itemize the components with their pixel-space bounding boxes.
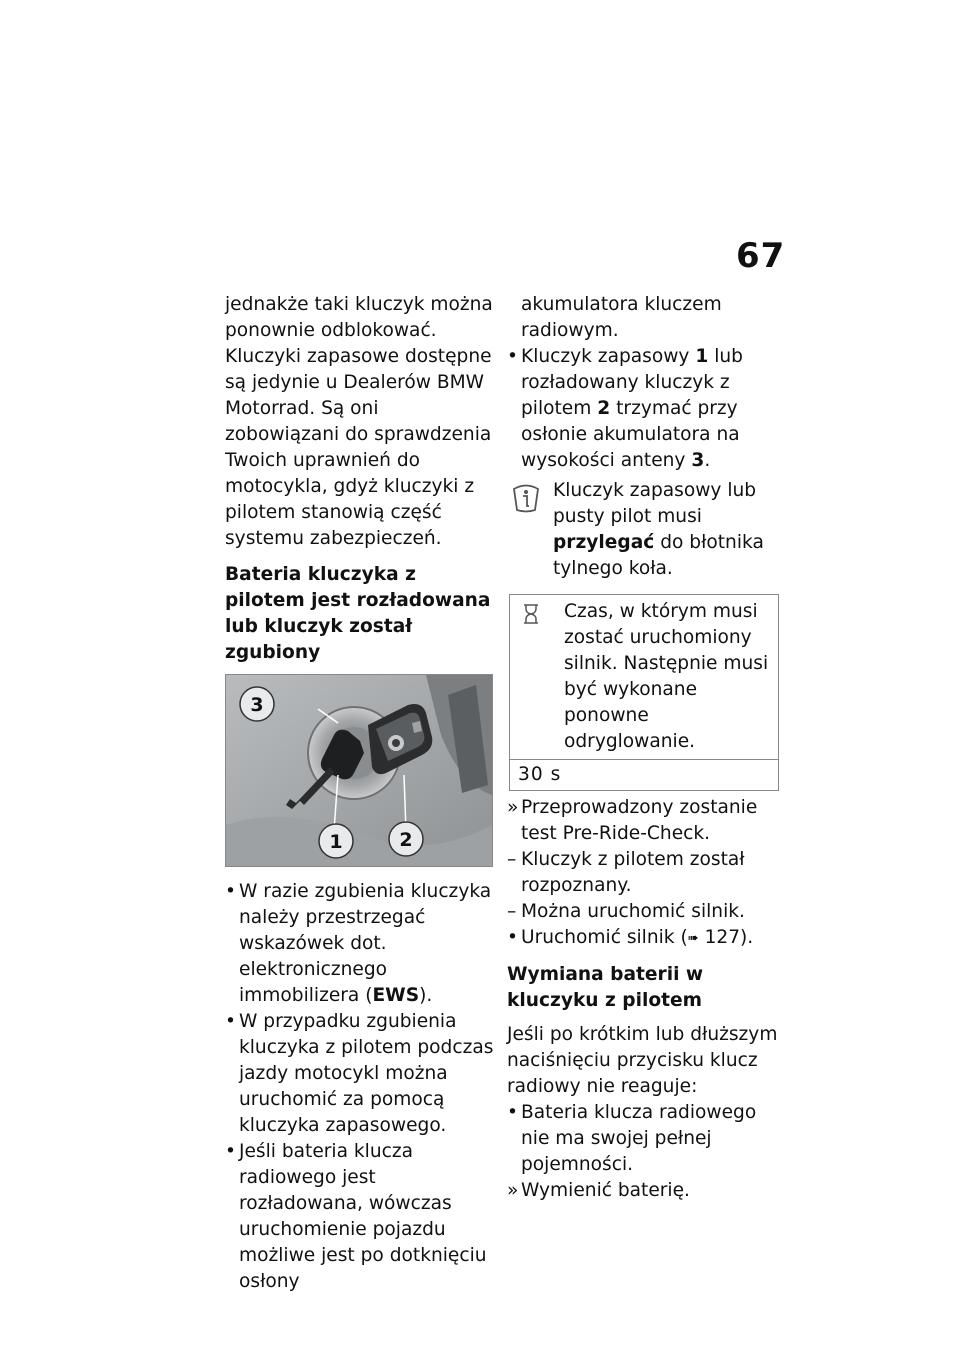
left-column xyxy=(225,292,495,1295)
svg-text:3: 3 xyxy=(250,694,264,716)
page-reference-link[interactable]: 127). xyxy=(698,927,754,948)
result-marker: » xyxy=(507,1180,519,1201)
battery-paragraph: Jeśli po krótkim lub dłuższym naciśnięciu przycisku klucz radiowy nie reaguje: xyxy=(507,1024,778,1097)
lost-key-list xyxy=(225,879,495,1295)
battery-list xyxy=(507,1100,783,1204)
result-marker: » xyxy=(507,797,519,818)
intro-paragraph-2: Kluczyki zapasowe dostępne są jedynie u Dealerów BMW Motorrad. Są oni zobowiązani do sprawdzenia Twoich uprawnień do motocykla, gdyż kluczyki z pilotem stanowią część systemu zabezpieczeń. xyxy=(225,346,492,549)
bullet-marker: • xyxy=(507,346,518,367)
key-illustration xyxy=(225,674,493,867)
right-column xyxy=(507,292,783,1204)
svg-text:1: 1 xyxy=(329,831,343,853)
dash-marker: – xyxy=(507,901,517,922)
note-emphasis: przylegać xyxy=(553,532,655,553)
bullet-marker: • xyxy=(507,1102,518,1123)
section-heading-battery: Wymiana baterii w kluczyku z pilotem xyxy=(507,964,704,1011)
page-number: 67 xyxy=(736,236,786,276)
svg-text:2: 2 xyxy=(399,829,413,851)
list-item: • W przypadku zgubienia kluczyka z pilotem podczas jazdy motocykl można uruchomić za pomocą kluczyka zapasowego. xyxy=(225,1011,494,1136)
callout-1 xyxy=(319,824,353,858)
list-item: • W razie zgubienia kluczyka należy przestrzegać wskazówek dot. elektronicznego immobilizera (EWS). xyxy=(225,881,492,1006)
list-item: » Wymienić baterię. xyxy=(507,1178,783,1204)
time-limit-box xyxy=(509,594,779,791)
time-limit-text: Czas, w którym musi zostać uruchomiony silnik. Następnie musi być wykonane ponowne odryglowanie. xyxy=(564,601,769,752)
bullet-marker: • xyxy=(225,881,236,902)
ews-reference: EWS xyxy=(372,985,420,1006)
page-reference-arrow-icon: ➠ xyxy=(687,931,699,946)
info-icon xyxy=(509,480,543,514)
intro-paragraph-1: jednakże taki kluczyk można ponownie odblokować. xyxy=(225,294,493,341)
dash-marker: – xyxy=(507,849,517,870)
bullet-marker: • xyxy=(225,1141,236,1162)
list-item: » Przeprowadzony zostanie test Pre-Ride-Check. xyxy=(507,797,758,844)
section-heading-lost-key: Bateria kluczyka z pilotem jest rozładowana lub kluczyk został zgubiony xyxy=(225,564,491,663)
list-item: – Kluczyk z pilotem został rozpoznany. xyxy=(507,849,745,896)
key-illustration-svg xyxy=(226,675,492,866)
list-item: • Uruchomić silnik (➠ 127). xyxy=(507,925,783,952)
callout-2 xyxy=(389,822,423,856)
list-item: • Jeśli bateria klucza radiowego jest rozładowana, wówczas uruchomienie pojazdu możliwe jest po dotknięciu osłony xyxy=(225,1141,487,1292)
continuation-text: akumulatora kluczem radiowym. xyxy=(521,294,722,341)
list-item: • Bateria klucza radiowego nie ma swojej pełnej pojemności. xyxy=(507,1102,757,1175)
time-limit-value: 30 s xyxy=(510,759,778,790)
callout-3 xyxy=(240,687,274,721)
bullet-marker: • xyxy=(225,1011,236,1032)
hourglass-icon xyxy=(520,603,542,625)
bullet-marker: • xyxy=(507,927,518,948)
procedure-list xyxy=(507,344,783,474)
info-note: Kluczyk zapasowy lub pusty pilot musi przylegać do błotnika tylnego koła. xyxy=(507,478,783,582)
list-item: – Można uruchomić silnik. xyxy=(507,899,783,925)
result-list xyxy=(507,795,783,952)
list-item: • Kluczyk zapasowy 1 lub rozładowany kluczyk z pilotem 2 trzymać przy osłonie akumulatora na wysokości anteny 3. xyxy=(507,346,743,471)
